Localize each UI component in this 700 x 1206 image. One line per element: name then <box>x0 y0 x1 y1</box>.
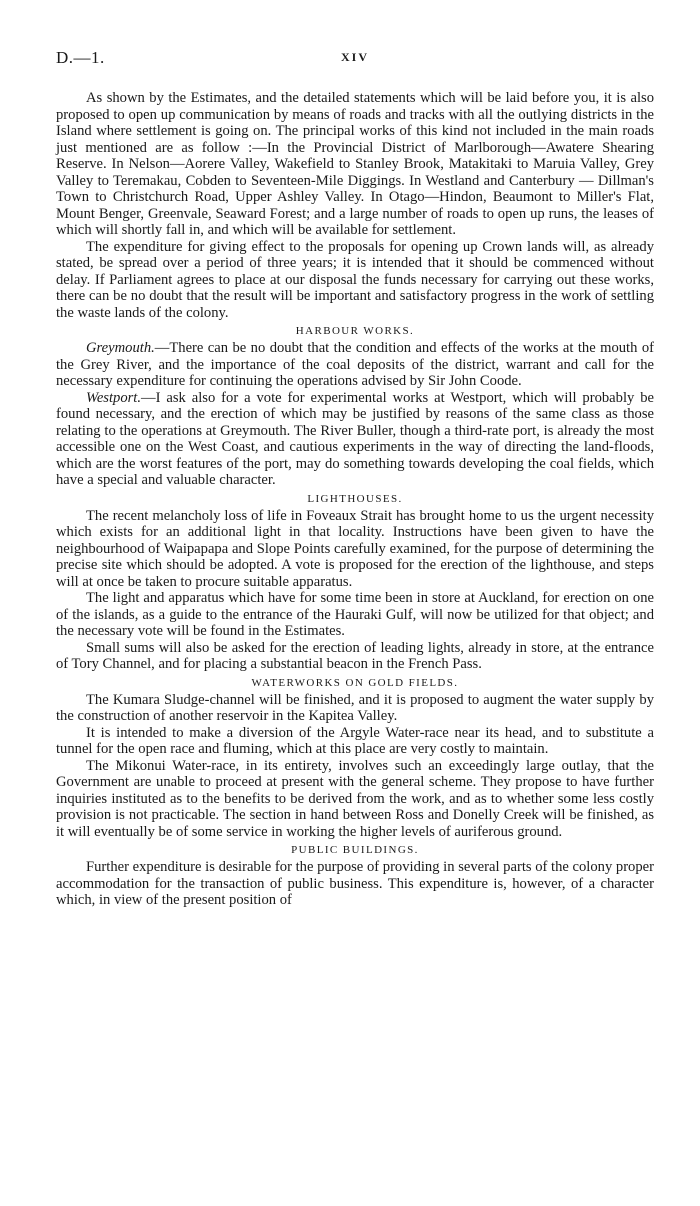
paragraph: Small sums will also be asked for the erection of leading lights, already in store, at the entrance of Tory Channel, and for placing a substantial beacon in the French Pass. <box>56 639 654 672</box>
paragraph: The expenditure for giving effect to the proposals for opening up Crown lands will, as already stated, be spread over a period of three years; it is intended that it should be commenced without delay. If Parliament agrees to place at our disposal the funds necessary for carrying out these works, there can be no doubt that the result will be important and satisfactory progress in the work of settling the waste lands of the colony. <box>56 238 654 321</box>
westport-text: —I ask also for a vote for experimental works at Westport, which will probably be found necessary, and the erection of which may be justified by reasons of the same class as those relating to the operations at Greymouth. The River Buller, though a third-rate port, is already the most accessible one on the West Coast, and cautious experiments in the way of directing the land-floods, which are the worst features of the port, may do something towards developing the coal fields, which have a special and valuable character. <box>56 389 654 488</box>
paragraph: The light and apparatus which have for some time been in store at Auckland, for erection on one of the islands, as a guide to the entrance of the Hauraki Gulf, will now be utilized for that object; and the necessary vote will be found in the Estimates. <box>56 590 654 639</box>
greymouth-text: —There can be no doubt that the condition and effects of the works at the mouth of the Grey River, and the importance of the coal deposits of the district, warrant and call for the necessary expenditure for continuing the operations advised by Sir John Coode. <box>56 340 654 389</box>
section-heading-harbour-works: HARBOUR WORKS. <box>295 325 415 337</box>
document-reference: D.—1. <box>56 48 105 67</box>
section-heading-waterworks: WATERWORKS ON GOLD FIELDS. <box>251 676 459 689</box>
page-number: XIV <box>340 50 369 64</box>
section-heading-lighthouses: LIGHTHOUSES. <box>307 492 403 505</box>
paragraph-greymouth <box>56 340 654 390</box>
section-heading-public-buildings: PUBLIC BUILDINGS. <box>291 844 419 856</box>
paragraph: The Kumara Sludge-channel will be finished, and it is proposed to augment the water supply by the construction of another reservoir in the Kapitea Valley. <box>56 691 654 724</box>
paragraph: The recent melancholy loss of life in Foveaux Strait has brought home to us the urgent necessity which exists for an additional light in that locality. Instructions have been given to have the neighbourhood of Waipapapa and Slope Points carefully examined, for the purpose of determining the precise site which should be adopted. A vote is proposed for the erection of the lighthouse, and steps will at once be taken to procure suitable apparatus. <box>56 507 654 590</box>
paragraph: As shown by the Estimates, and the detailed statements which will be laid before you, it is also proposed to open up communication by means of roads and tracks with all the outlying districts in the Island where settlement is going on. The principal works of this kind not included in the main roads just mentioned are as follow :—In the Provincial District of Marlborough—Awatere Shearing Reserve. In Nelson—Aorere Valley, Wakefield to Stanley Brook, Matakitaki to Maruia Valley, Grey Valley to Teremakau, Cobden to Seventeen-Mile Diggings. In Westland and Canterbury — Dillman's Town to Christchurch Road, Upper Ashley Valley. In Otago—Hindon, Beaumont to Miller's Flat, Mount Benger, Greenvale, Seaward Forest; and a large number of roads to open up runs, the leases of which will shortly fall in, and which will be available for settlement. <box>56 90 654 238</box>
paragraph-westport <box>56 390 654 489</box>
document-page <box>56 48 654 909</box>
document-body <box>56 90 654 909</box>
paragraph: It is intended to make a diversion of the Argyle Water-race near its head, and to substitute a tunnel for the open race and fluming, which at this place are very costly to maintain. <box>56 724 654 757</box>
westport-label: Westport. <box>86 389 142 406</box>
paragraph: Further expenditure is desirable for the purpose of providing in several parts of the colony proper accommodation for the transaction of public business. This expenditure is, however, of a character which, in view of the present position of <box>56 859 654 908</box>
paragraph: The Mikonui Water-race, in its entirety, involves such an exceedingly large outlay, that the Government are unable to proceed at present with the general scheme. They propose to have further inquiries instituted as to the benefits to be derived from the work, and as to whether some less costly provision is not practicable. The section in hand between Ross and Donelly Creek will be finished, as it will eventually be of some service in working the higher levels of auriferous ground. <box>56 757 654 840</box>
page-header <box>56 48 654 70</box>
greymouth-label: Greymouth. <box>86 340 155 356</box>
